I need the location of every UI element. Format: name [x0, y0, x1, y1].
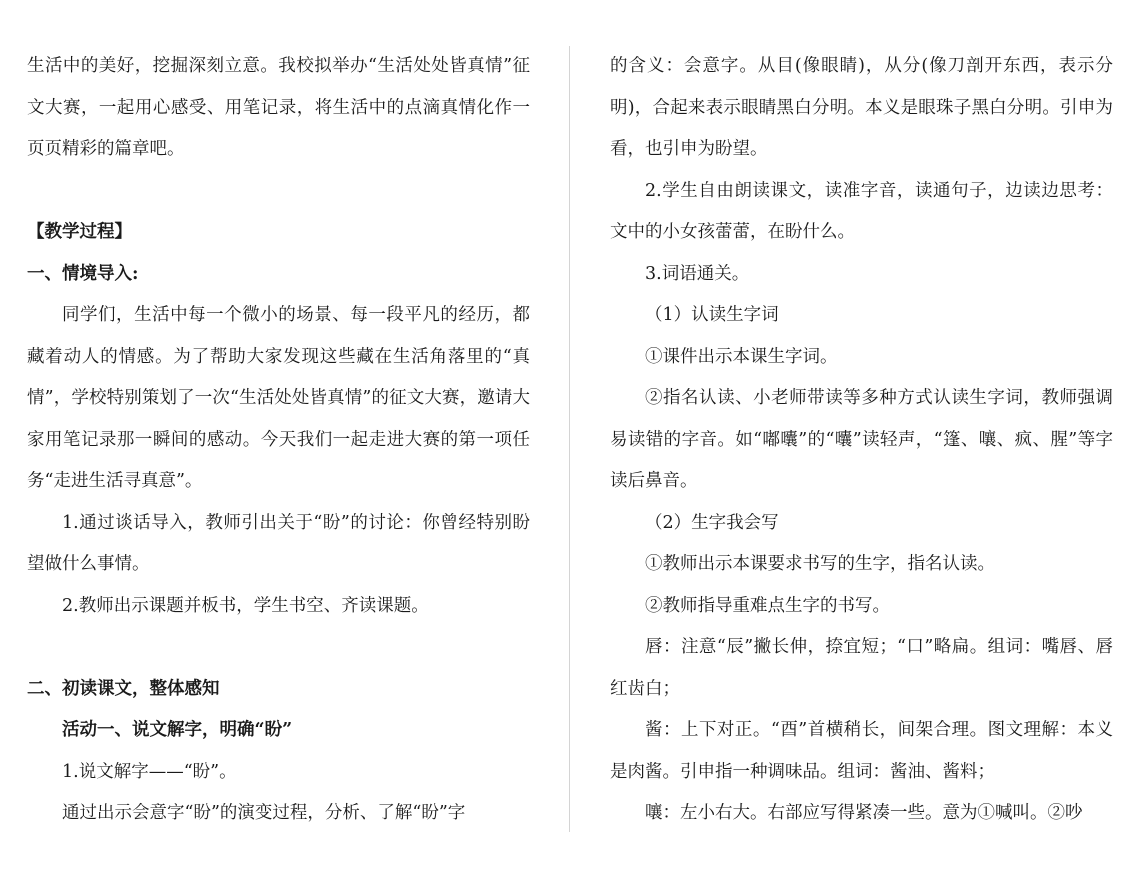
section-1-item-1: 1.通过谈话导入，教师引出关于“盼”的讨论：你曾经特别盼望做什么事情。 — [27, 512, 530, 574]
substep-1-heading: （1）认读生字词 — [645, 305, 779, 325]
substep-1-b: ②指名认读、小老师带读等多种方式认读生字词，教师强调易读错的字音。如“嘟囔”的“囔”读轻声，“篷、嚷、疯、腥”等字读后鼻音。 — [610, 388, 1113, 491]
teaching-process-heading: 【教学过程】 — [27, 222, 132, 242]
character-note-chun: 唇：注意“辰”撇长伸，捺宜短；“口”略扁。组词：嘴唇、唇红齿白； — [610, 637, 1113, 699]
activity-1-paragraph: 通过出示会意字“盼”的演变过程，分析、了解“盼”字 — [62, 803, 466, 823]
meaning-paragraph: 的含义：会意字。从目(像眼睛)，从分(像刀剖开东西，表示分明)，合起来表示眼睛黑白分明。本义是眼珠子黑白分明。引申为看，也引申为盼望。 — [610, 56, 1113, 159]
step-2-paragraph: 2.学生自由朗读课文，读准字音，读通句子，边读边思考：文中的小女孩蕾蕾，在盼什么。 — [610, 180, 1113, 242]
spacer — [27, 171, 530, 213]
left-column — [27, 46, 530, 835]
substep-1-a: ①课件出示本课生字词。 — [645, 346, 838, 367]
section-1-heading: 一、情境导入: — [27, 263, 139, 284]
right-column — [610, 46, 1113, 835]
substep-2-b: ②教师指导重难点生字的书写。 — [645, 595, 890, 616]
substep-2-a: ①教师出示本课要求书写的生字，指名认读。 — [645, 554, 995, 574]
character-note-jiang: 酱：上下对正。“酉”首横稍长，间架合理。图文理解：本义是肉酱。引申指一种调味品。组词：酱油、酱料； — [610, 720, 1113, 782]
intro-paragraph: 生活中的美好，挖掘深刻立意。我校拟举办“生活处处皆真情”征文大赛，一起用心感受、用笔记录，将生活中的点滴真情化作一页页精彩的篇章吧。 — [27, 56, 530, 159]
step-3-heading: 3.词语通关。 — [645, 263, 750, 284]
activity-1-item-1: 1.说文解字——“盼”。 — [62, 761, 237, 782]
character-note-rang: 嚷：左小右大。右部应写得紧凑一些。意为①喊叫。②吵 — [645, 803, 1083, 823]
spacer — [27, 627, 530, 669]
activity-1-heading: 活动一、说文解字，明确“盼” — [62, 720, 293, 740]
section-1-item-2: 2.教师出示课题并板书，学生书空、齐读课题。 — [62, 595, 429, 616]
section-2-heading: 二、初读课文，整体感知 — [27, 678, 220, 699]
column-divider — [569, 46, 570, 832]
substep-2-heading: （2）生字我会写 — [645, 512, 779, 533]
section-1-paragraph: 同学们，生活中每一个微小的场景、每一段平凡的经历，都藏着动人的情感。为了帮助大家发现这些藏在生活角落里的“真情”，学校特别策划了一次“生活处处皆真情”的征文大赛，邀请大家用笔记录那一瞬间的感动。今天我们一起走进大赛的第一项任务“走进生活寻真意”。 — [27, 305, 530, 491]
